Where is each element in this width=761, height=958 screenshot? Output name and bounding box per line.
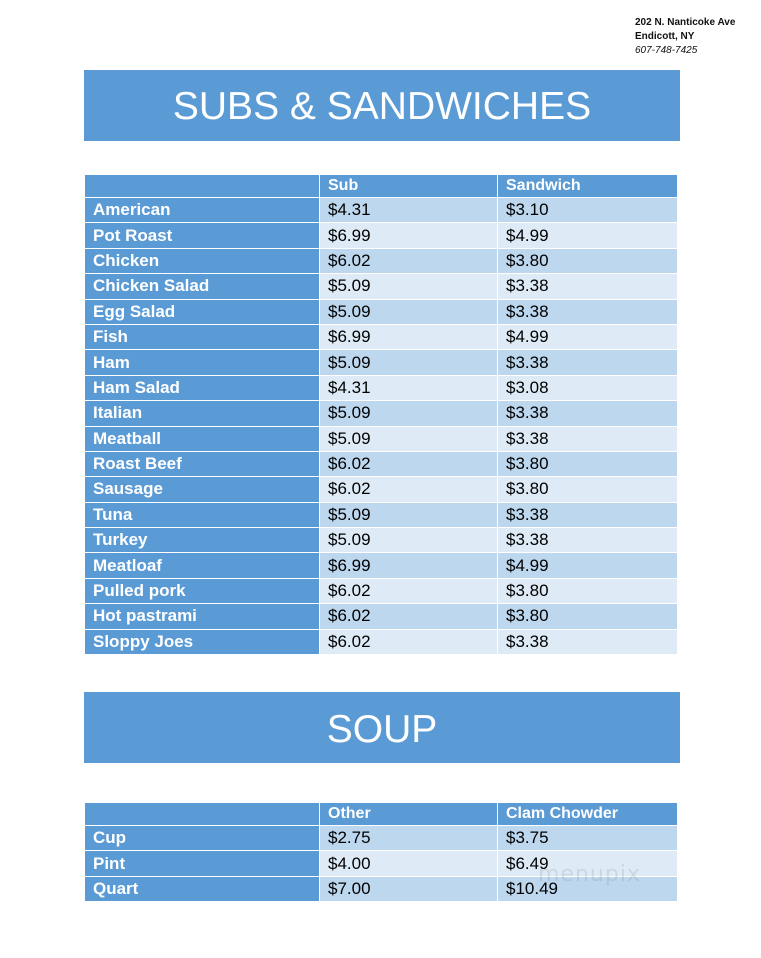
table-row xyxy=(85,401,678,426)
subs-price-sandwich: $3.80 xyxy=(498,604,678,629)
city-state: Endicott, NY xyxy=(635,31,695,42)
subs-item-name: Sloppy Joes xyxy=(85,629,320,654)
soup-price-clam: $6.49 xyxy=(498,851,678,876)
street-address: 202 N. Nanticoke Ave xyxy=(635,17,736,28)
subs-item-name: Meatball xyxy=(85,426,320,451)
soup-price-clam: $3.75 xyxy=(498,826,678,851)
soup-price-other: $2.75 xyxy=(320,826,498,851)
subs-price-sub: $6.02 xyxy=(320,604,498,629)
table-row xyxy=(85,528,678,553)
table-row xyxy=(85,198,678,223)
subs-price-sandwich: $3.08 xyxy=(498,375,678,400)
subs-item-name: Hot pastrami xyxy=(85,604,320,629)
subs-item-name: American xyxy=(85,198,320,223)
restaurant-address xyxy=(635,16,735,58)
subs-item-name: Pot Roast xyxy=(85,223,320,248)
table-row xyxy=(85,299,678,324)
subs-price-sub: $5.09 xyxy=(320,528,498,553)
subs-price-sub: $5.09 xyxy=(320,274,498,299)
subs-item-name: Egg Salad xyxy=(85,299,320,324)
subs-price-sandwich: $3.80 xyxy=(498,451,678,476)
watermark-logo: menupix xyxy=(538,862,641,887)
subs-price-sub: $6.02 xyxy=(320,578,498,603)
subs-item-name: Fish xyxy=(85,324,320,349)
header-item xyxy=(85,175,320,198)
table-row xyxy=(85,451,678,476)
subs-price-sub: $6.99 xyxy=(320,223,498,248)
soup-price-other: $4.00 xyxy=(320,851,498,876)
table-row xyxy=(85,477,678,502)
table-row xyxy=(85,248,678,273)
subs-price-sub: $6.99 xyxy=(320,553,498,578)
subs-item-name: Chicken xyxy=(85,248,320,273)
subs-price-sandwich: $3.10 xyxy=(498,198,678,223)
subs-price-sandwich: $3.38 xyxy=(498,274,678,299)
subs-price-sub: $4.31 xyxy=(320,375,498,400)
subs-price-sandwich: $3.38 xyxy=(498,426,678,451)
header-other: Other xyxy=(320,803,498,826)
subs-item-name: Ham xyxy=(85,350,320,375)
subs-item-name: Meatloaf xyxy=(85,553,320,578)
table-row xyxy=(85,604,678,629)
table-row xyxy=(85,629,678,654)
phone-number: 607-748-7425 xyxy=(635,45,698,56)
header-sandwich: Sandwich xyxy=(498,175,678,198)
subs-price-sub: $6.02 xyxy=(320,248,498,273)
subs-item-name: Sausage xyxy=(85,477,320,502)
soup-item-name: Pint xyxy=(85,851,320,876)
table-header-row xyxy=(85,175,678,198)
subs-sandwiches-heading: SUBS & SANDWICHES xyxy=(84,70,680,141)
subs-price-sandwich: $3.38 xyxy=(498,299,678,324)
subs-price-sandwich: $4.99 xyxy=(498,324,678,349)
soup-price-table xyxy=(84,802,678,902)
header-item xyxy=(85,803,320,826)
header-clam-chowder: Clam Chowder xyxy=(498,803,678,826)
subs-price-sub: $5.09 xyxy=(320,299,498,324)
subs-price-sandwich: $3.80 xyxy=(498,248,678,273)
soup-price-clam: $10.49 xyxy=(498,876,678,901)
soup-item-name: Quart xyxy=(85,876,320,901)
table-row xyxy=(85,553,678,578)
table-row xyxy=(85,426,678,451)
subs-price-sandwich: $3.38 xyxy=(498,350,678,375)
subs-item-name: Turkey xyxy=(85,528,320,553)
subs-price-sub: $6.99 xyxy=(320,324,498,349)
table-row xyxy=(85,223,678,248)
subs-price-sandwich: $3.38 xyxy=(498,528,678,553)
subs-price-sandwich: $3.38 xyxy=(498,401,678,426)
subs-price-sandwich: $4.99 xyxy=(498,223,678,248)
subs-price-sub: $5.09 xyxy=(320,401,498,426)
subs-price-sandwich: $3.38 xyxy=(498,629,678,654)
subs-price-sub: $6.02 xyxy=(320,629,498,654)
subs-item-name: Chicken Salad xyxy=(85,274,320,299)
subs-item-name: Ham Salad xyxy=(85,375,320,400)
subs-item-name: Italian xyxy=(85,401,320,426)
soup-price-other: $7.00 xyxy=(320,876,498,901)
soup-item-name: Cup xyxy=(85,826,320,851)
subs-price-sub: $6.02 xyxy=(320,477,498,502)
table-row xyxy=(85,502,678,527)
subs-price-sub: $5.09 xyxy=(320,426,498,451)
subs-price-sub: $5.09 xyxy=(320,350,498,375)
soup-heading: SOUP xyxy=(84,692,680,763)
subs-price-sandwich: $3.38 xyxy=(498,502,678,527)
table-row xyxy=(85,826,678,851)
table-row xyxy=(85,578,678,603)
table-row xyxy=(85,274,678,299)
subs-price-sandwich: $4.99 xyxy=(498,553,678,578)
table-row xyxy=(85,350,678,375)
table-row xyxy=(85,375,678,400)
table-header-row xyxy=(85,803,678,826)
subs-item-name: Tuna xyxy=(85,502,320,527)
subs-item-name: Roast Beef xyxy=(85,451,320,476)
subs-price-sandwich: $3.80 xyxy=(498,578,678,603)
subs-price-table xyxy=(84,174,678,655)
header-sub: Sub xyxy=(320,175,498,198)
subs-price-sandwich: $3.80 xyxy=(498,477,678,502)
subs-item-name: Pulled pork xyxy=(85,578,320,603)
subs-price-sub: $5.09 xyxy=(320,502,498,527)
subs-price-sub: $4.31 xyxy=(320,198,498,223)
subs-price-sub: $6.02 xyxy=(320,451,498,476)
table-row xyxy=(85,324,678,349)
